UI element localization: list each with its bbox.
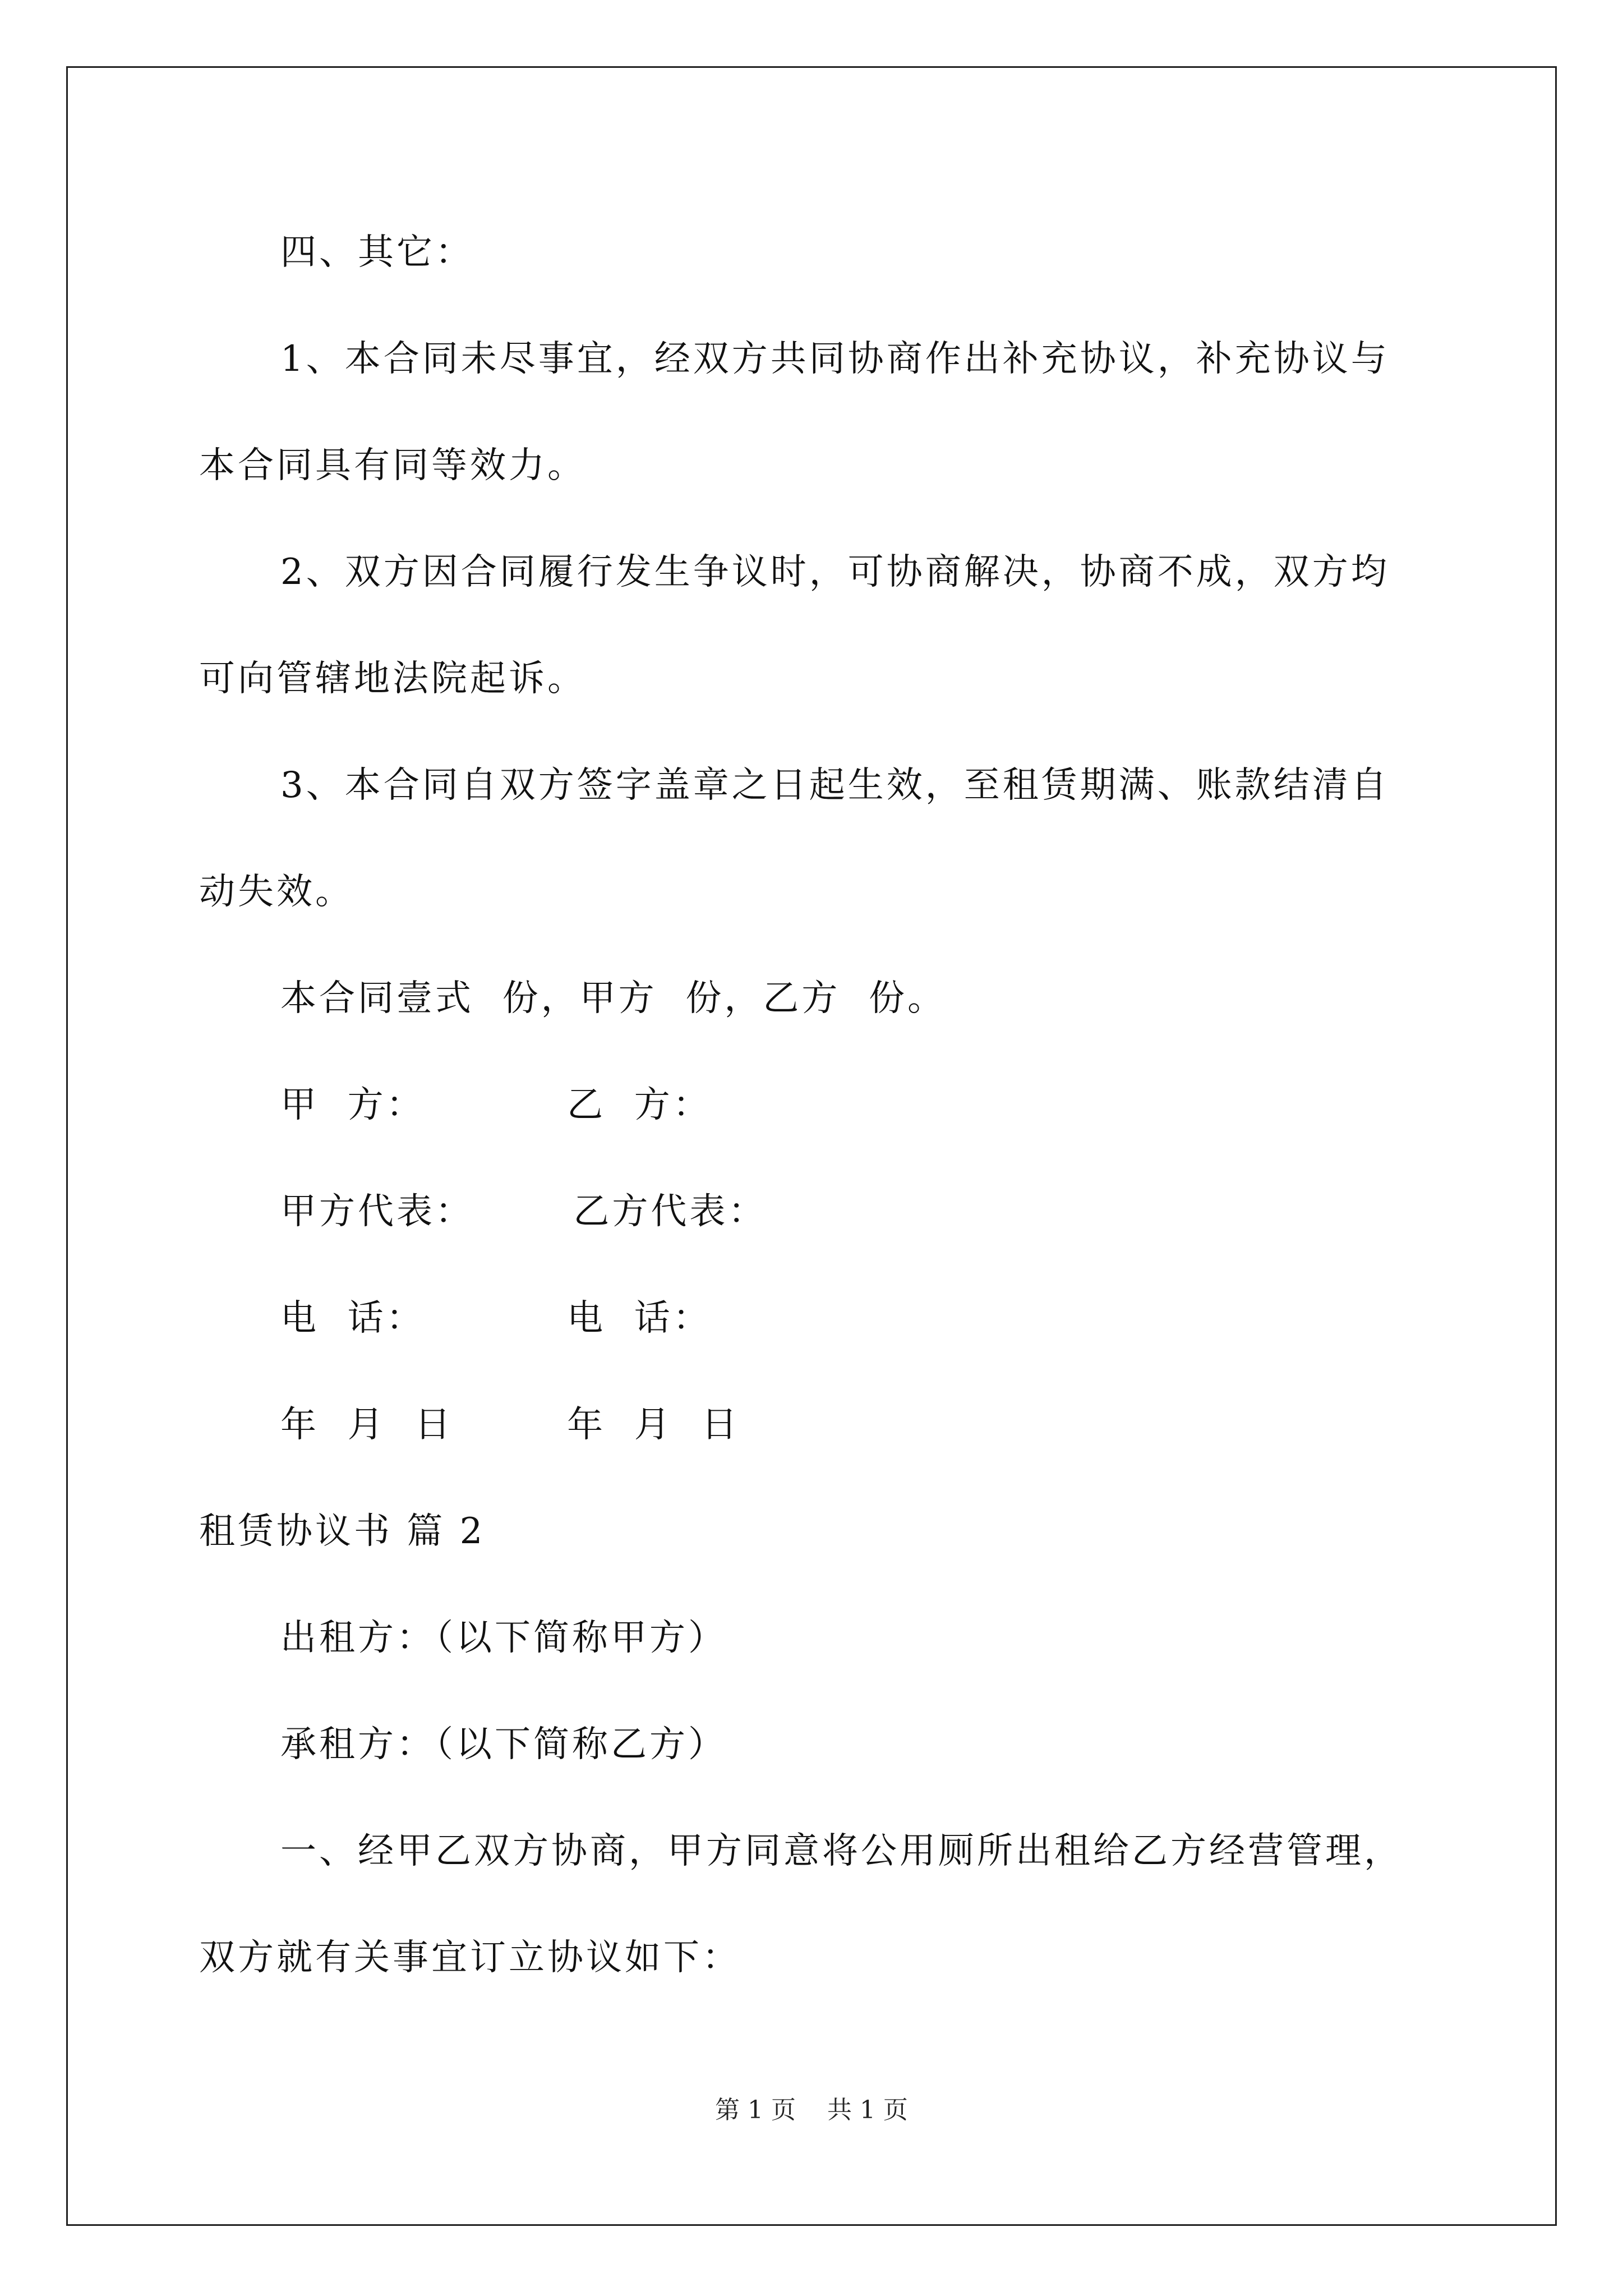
phone-line: 电 话： 电 话： bbox=[280, 1297, 712, 1339]
clause-3-line-1: 3、本合同自双方签字盖章之日起生效，至租赁期满、账款结清自 bbox=[280, 765, 1390, 806]
lessor-line: 出租方：（以下简称甲方） bbox=[280, 1617, 727, 1659]
clause-1-line-2: 本合同具有同等效力。 bbox=[199, 445, 586, 486]
clause-2-line-2: 可向管辖地法院起诉。 bbox=[199, 658, 586, 700]
party-line: 甲 方： 乙 方： bbox=[280, 1084, 712, 1126]
article-1-line-1: 一、经甲乙双方协商，甲方同意将公用厕所出租给乙方经营管理， bbox=[280, 1830, 1403, 1872]
lessee-line: 承租方：（以下简称乙方） bbox=[280, 1724, 727, 1765]
clause-3-line-2: 动失效。 bbox=[199, 871, 354, 913]
clause-2-line-1: 2、双方因合同履行发生争议时，可协商解决，协商不成，双方均 bbox=[280, 551, 1390, 593]
copies-line: 本合同壹式 份，甲方 份，乙方 份。 bbox=[280, 978, 947, 1019]
clause-1-line-1: 1、本合同未尽事宜，经双方共同协商作出补充协议，补充协议与 bbox=[280, 338, 1390, 380]
section-heading-other: 四、其它： bbox=[280, 232, 474, 273]
article-1-line-2: 双方就有关事宜订立协议如下： bbox=[199, 1937, 741, 1978]
page-border bbox=[66, 66, 1557, 2226]
representative-line: 甲方代表： 乙方代表： bbox=[280, 1191, 767, 1232]
page-footer: 第 1 页 共 1 页 bbox=[715, 2096, 908, 2124]
date-line: 年 月 日 年 月 日 bbox=[280, 1404, 740, 1446]
agreement-title: 租赁协议书 篇 2 bbox=[199, 1511, 486, 1552]
